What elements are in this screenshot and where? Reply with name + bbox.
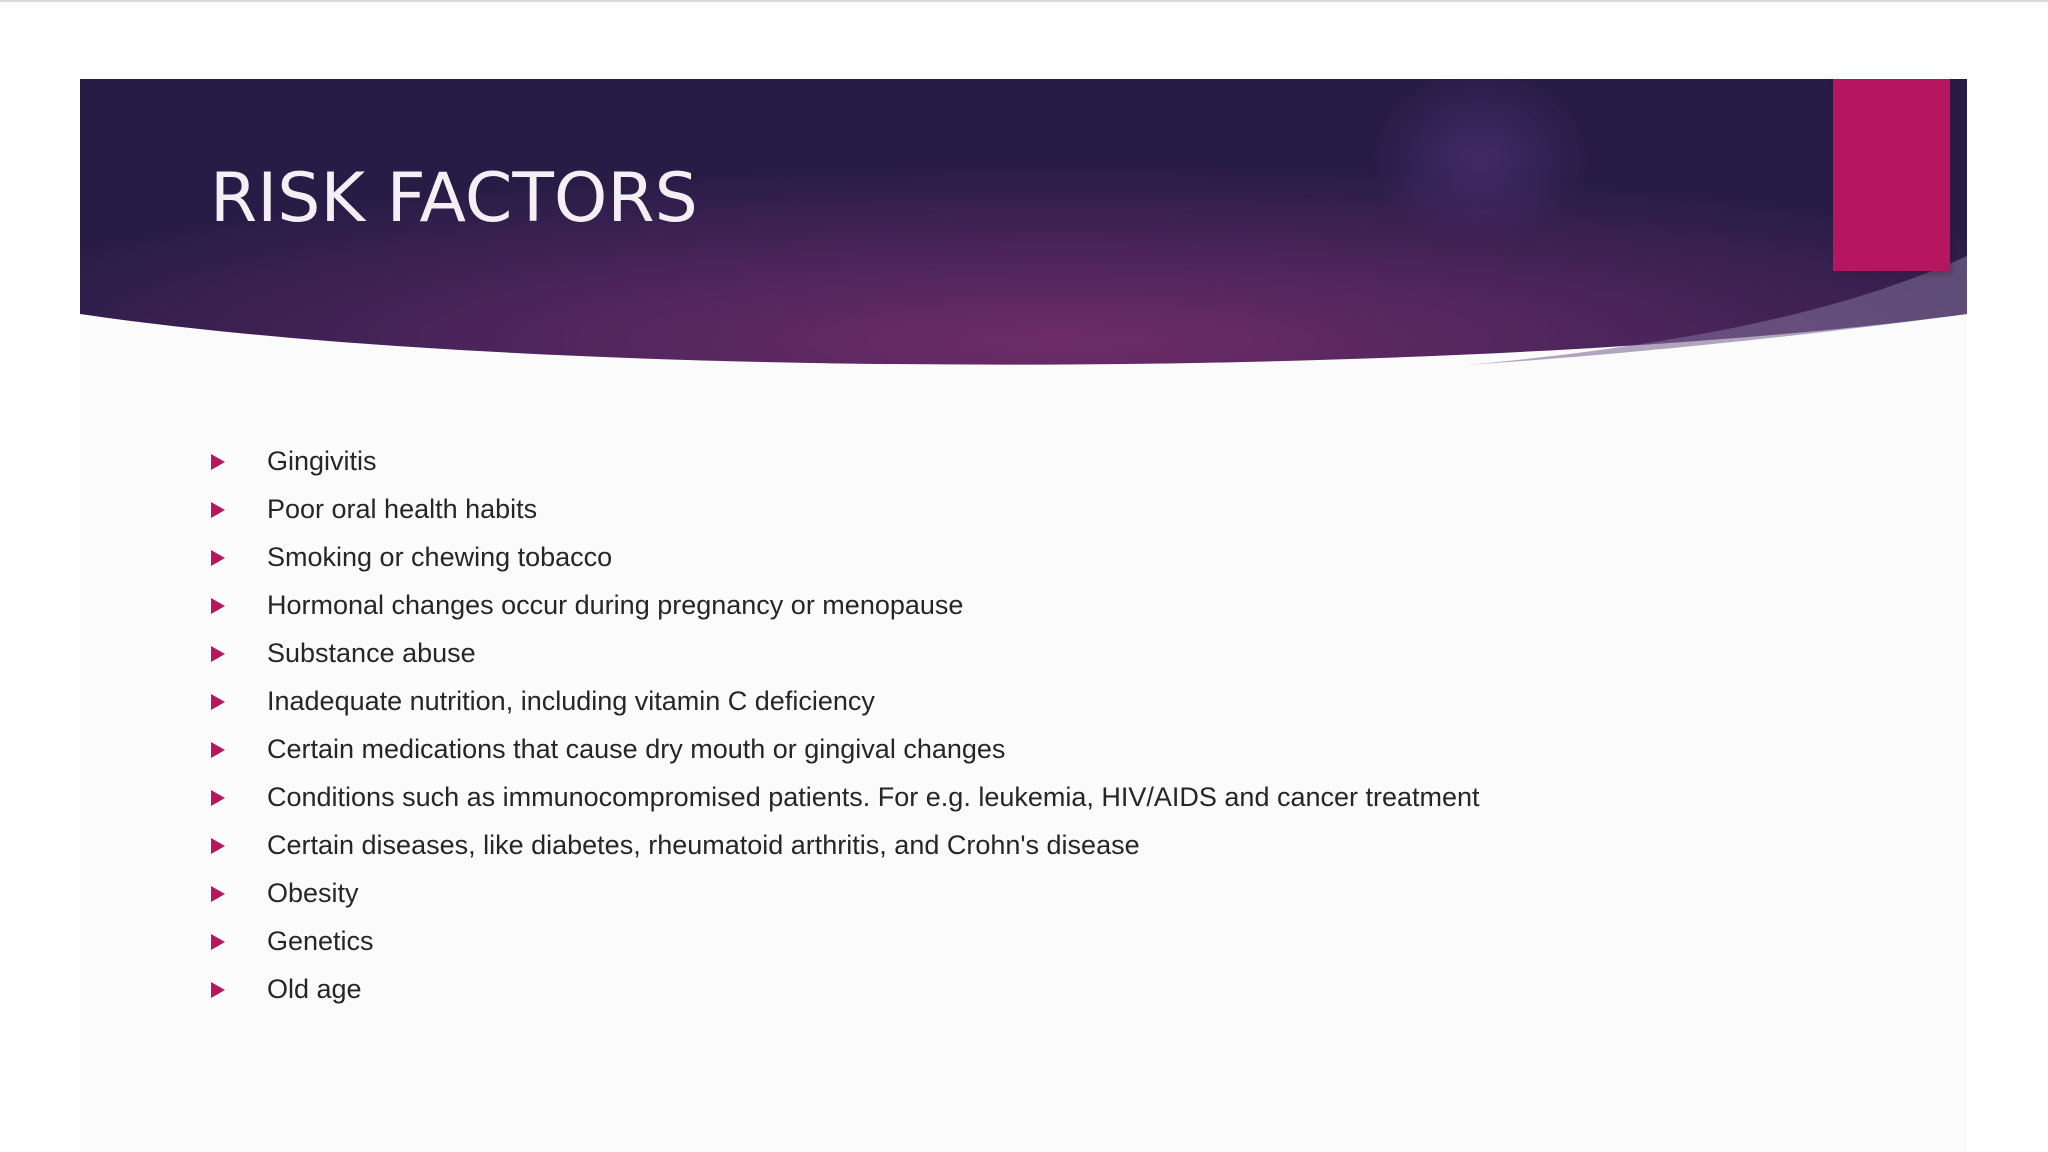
triangle-bullet-icon xyxy=(211,598,225,614)
triangle-bullet-icon xyxy=(211,934,225,950)
triangle-bullet-icon xyxy=(211,838,225,854)
triangle-bullet-icon xyxy=(211,454,225,470)
slide xyxy=(80,79,1967,1152)
triangle-bullet-icon xyxy=(211,646,225,662)
bullet-text: Hormonal changes occur during pregnancy or menopause xyxy=(267,590,964,620)
bullet-text: Old age xyxy=(267,974,362,1004)
triangle-bullet-icon xyxy=(211,886,225,902)
bullet-text: Obesity xyxy=(267,878,359,908)
bullet-text: Poor oral health habits xyxy=(267,494,538,524)
triangle-bullet-icon xyxy=(211,502,225,518)
bullet-text: Certain diseases, like diabetes, rheumatoid arthritis, and Crohn's disease xyxy=(267,830,1140,860)
bullet-text: Gingivitis xyxy=(267,446,377,476)
triangle-bullet-icon xyxy=(211,742,225,758)
accent-tab xyxy=(1833,79,1950,271)
triangle-bullet-icon xyxy=(211,790,225,806)
bullet-text: Conditions such as immunocompromised patients. For e.g. leukemia, HIV/AIDS and cancer treatment xyxy=(267,782,1480,812)
triangle-bullet-icon xyxy=(211,694,225,710)
top-border xyxy=(0,0,2048,2)
bullet-text: Substance abuse xyxy=(267,638,476,668)
slide-title: RISK FACTORS xyxy=(210,159,698,238)
triangle-bullet-icon xyxy=(211,550,225,566)
bullet-text: Smoking or chewing tobacco xyxy=(267,542,613,572)
bullet-text: Genetics xyxy=(267,926,374,956)
triangle-bullet-icon xyxy=(211,982,225,998)
bullet-text: Inadequate nutrition, including vitamin C deficiency xyxy=(267,686,875,716)
bullet-text: Certain medications that cause dry mouth or gingival changes xyxy=(267,734,1006,764)
